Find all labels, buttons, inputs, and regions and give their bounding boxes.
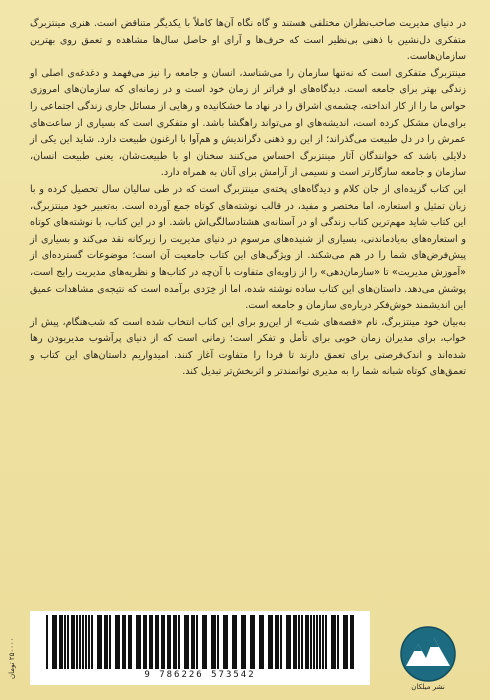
- barcode-bar: [319, 615, 321, 669]
- barcode-bar: [67, 615, 69, 669]
- barcode-bar: [305, 615, 308, 669]
- barcode-bar: [280, 615, 282, 669]
- barcode-bar: [52, 615, 57, 669]
- barcode-bar: [259, 615, 264, 669]
- barcode-bar: [316, 615, 318, 669]
- barcode-bar: [85, 615, 87, 669]
- paragraph-4: به‌بیان خود مینتزبرگ، نام «قصه‌های شب» از این‌رو برای این کتاب انتخاب شده است که شب‌هنگام، پیش از خواب، برای مدیران زمان خوبی برای تأمل و تفکر است؛ زمانی است که از دنیای پرآشوب مدیربودن رها شده‌اند و اندک‌فرصتی برای تعمق دارند تا فردا را متفاوت آغاز کنند. امیدواریم داستان‌های این کتاب و تعمق‌های کوتاه شبانه شما را به مدیری توانمندتر و اثربخش‌تر تبدیل کند.: [30, 316, 466, 378]
- barcode-bar: [250, 615, 255, 669]
- barcode-bar: [196, 615, 198, 669]
- barcode-bar: [331, 615, 336, 669]
- barcode-bar: [91, 615, 93, 669]
- barcode-bar: [115, 615, 120, 669]
- barcode-bar: [223, 615, 228, 669]
- barcode-bar: [128, 615, 131, 669]
- barcode-bar: [337, 615, 339, 669]
- barcode-bar: [122, 615, 125, 669]
- back-cover-text: [30, 16, 466, 381]
- barcode-bar: [322, 615, 324, 669]
- barcode-bar: [325, 615, 327, 669]
- barcode-bar: [76, 615, 78, 669]
- barcode-bars: [40, 615, 360, 669]
- barcode-bar: [293, 615, 296, 669]
- barcode-bar: [104, 615, 107, 669]
- barcode-bar: [313, 615, 315, 669]
- barcode-bar: [149, 615, 152, 669]
- barcode-bar: [178, 615, 180, 669]
- barcode-bar: [88, 615, 90, 669]
- price-label: ۲۵۰۰۰۰ تومان: [8, 638, 16, 680]
- barcode-bar: [343, 615, 348, 669]
- publisher-logo-icon: [388, 624, 468, 690]
- barcode-bar: [155, 615, 158, 669]
- barcode-bar: [286, 615, 291, 669]
- barcode-bar: [217, 615, 219, 669]
- paragraph-1: در دنیای مدیریت صاحب‌نظران مختلفی هستند و گاه نگاه آن‌ها کاملاً با یکدیگر متناقض است. هنری مینتزبرگ متفکری دل‌نشین با ذهنی بی‌نظیر است که حرف‌ها و آرای او حاصل سال‌ها مشاهده و تعمق روی بهترین سازمان‌هاست.: [30, 18, 466, 63]
- barcode-bar: [136, 615, 141, 669]
- barcode-bar: [350, 615, 353, 669]
- barcode-bar: [232, 615, 237, 669]
- barcode-bar: [268, 615, 273, 669]
- barcode-bar: [161, 615, 164, 669]
- barcode-bar: [71, 615, 74, 669]
- paragraph-2: مینتزبرگ متفکری است که نه‌تنها سازمان را می‌شناسد، انسان و جامعه را نیز می‌فهمد و دغدغه‌ی اصلی او زندگی بهتر برای جامعه است. دیدگاه‌های او فراتر از زمان خود است و در زمانه‌ای که سازمان‌های امروزی حواس ما را از کار انداخته، چشمه‌ی اشراق را در نهاد ما خشکانیده و رهایی از مسائل جاری زندگی اجتماعی را برای‌مان مشکل کرده است، اندیشه‌های او می‌تواند راهگشا باشد. او متفکری است که بسیاری از ساعت‌های عمرش را در دل طبیعت می‌گذراند؛ از این رو ذهنی دگراندیش و هم‌آوا با ارغنون طبیعت دارد. شاید این یکی از دلایلی باشد که خوانندگان آثار مینتزبرگ احساس می‌کنند سخنان او با طبیعت‌شان، یعنی طبیعت انسان، سازمان و جامعه سازگارتر است و نسیمی از آرامش برای آنان به همراه دارد.: [30, 67, 466, 179]
- barcode-bar: [173, 615, 176, 669]
- barcode-bar: [301, 615, 303, 669]
- barcode-digits: 9 786226 573542: [144, 670, 256, 680]
- barcode-bar: [109, 615, 111, 669]
- paragraph-3: این کتاب گزیده‌ای از جان کلام و دیدگاه‌های پخته‌ی مینتزبرگ است که در طی سالیان سال تحصیل کرده و با زبان تمثیل و استعاره، اما مختصر و مفید، در قالب نوشته‌های کوتاه جمع آورده است. به‌تعبیر خود مینتزبرگ، این کتاب شاید مهم‌ترین کتاب زندگی او در آستانه‌ی هشتادسالگی‌اش باشد. او در این کتاب، با نوشته‌های کوتاه و استعاره‌های به‌یادماندنی، بسیاری از شنیده‌های مرسوم در دنیای مدیریت را زیرکانه نقد می‌کند و بسیاری از پیش‌فرض‌های شما را در هم می‌شکند. از ویژگی‌های این کتاب جامعیت آن است؛ موضوعات گسترده‌ای از «آموزش مدیریت» تا «سازمان‌دهی» را از زاویه‌ای متفاوت با آن‌چه در کتاب‌ها و نظریه‌های مدیریت رایج است، پوشش می‌دهد. داستان‌های این کتاب ساده نوشته شده، اما از خِرَدی برآمده است که نتیجه‌ی مشاهدات عمیق این اندیشمند خوش‌فکر درباره‌ی سازمان و جامعه است.: [30, 183, 466, 312]
- barcode-bar: [82, 615, 84, 669]
- barcode-bar: [191, 615, 194, 669]
- barcode-bar: [143, 615, 146, 669]
- barcode-bar: [275, 615, 278, 669]
- publisher-name: نشر میلکان: [411, 683, 445, 691]
- barcode-bar: [202, 615, 207, 669]
- barcode-bar: [310, 615, 312, 669]
- barcode-bar: [241, 615, 246, 669]
- barcode-bar: [97, 615, 102, 669]
- barcode-bar: [184, 615, 189, 669]
- isbn-barcode: [30, 611, 370, 685]
- barcode-bar: [59, 615, 62, 669]
- barcode-bar: [298, 615, 300, 669]
- barcode-bar: [167, 615, 170, 669]
- barcode-bar: [64, 615, 66, 669]
- barcode-bar: [211, 615, 216, 669]
- barcode-bar: [79, 615, 81, 669]
- barcode-bar: [46, 615, 48, 669]
